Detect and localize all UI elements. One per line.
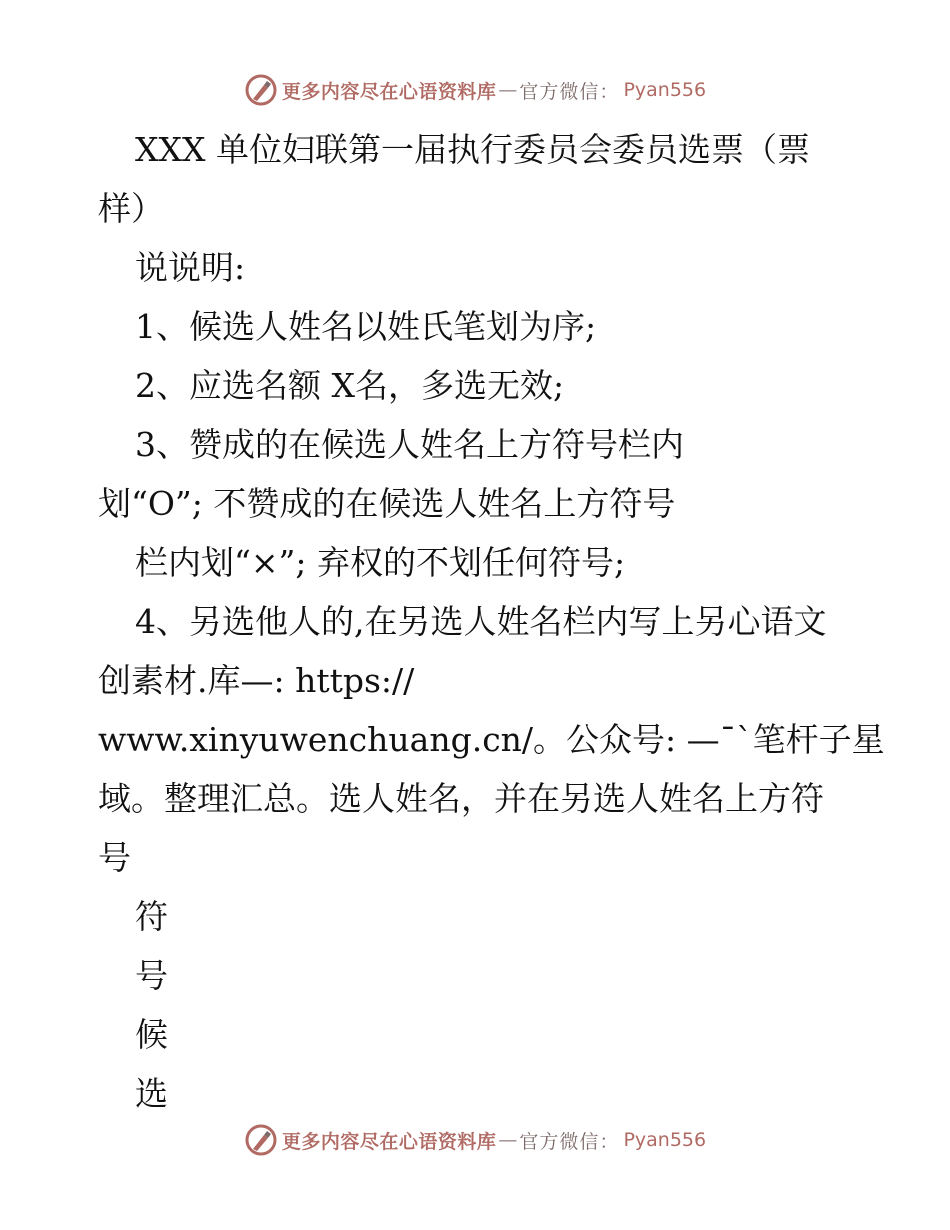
watermark-separator: — <box>498 79 518 101</box>
document-line: 栏内划“×”; 弃权的不划任何符号; <box>135 543 626 582</box>
document-line: 1、候选人姓名以姓氏笔划为序; <box>135 307 597 346</box>
watermark-separator: — <box>498 1129 518 1151</box>
watermark-banner-bottom <box>0 1120 950 1160</box>
document-body <box>98 120 885 1123</box>
document-line: XXX 单位妇联第一届执行委员会委员选票（票 <box>135 130 810 169</box>
watermark-official-label: 官方微信： <box>519 1130 620 1153</box>
watermark-official-label: 官方微信： <box>519 80 620 103</box>
watermark-wechat-id: Pyan556 <box>623 1129 707 1151</box>
document-line: 号 <box>98 838 131 877</box>
document-line: 2、应选名额 X名，多选无效; <box>135 366 565 405</box>
document-line: 域。整理汇总。选人姓名，并在另选人姓名上方符 <box>98 779 824 818</box>
document-line: 创素材.库—: https:// <box>98 661 415 700</box>
watermark-main-text: 更多内容尽在心语资料库 <box>281 80 497 103</box>
document-line: 符 <box>135 897 168 936</box>
document-line: 说说明: <box>135 248 246 287</box>
watermark-banner-top <box>0 70 950 110</box>
document-line: 号 <box>135 956 168 995</box>
document-line: 3、赞成的在候选人姓名上方符号栏内 <box>135 425 684 464</box>
document-line: 候 <box>135 1015 168 1054</box>
document-line: 样） <box>98 189 164 228</box>
document-line: 4、另选他人的,在另选人姓名栏内写上另心语文 <box>135 602 827 641</box>
document-line: 划“O”; 不赞成的在候选人姓名上方符号 <box>98 484 676 523</box>
document-line: www.xinyuwenchuang.cn/。公众号: —¯`笔杆子星 <box>98 720 885 759</box>
pen-logo-icon <box>244 73 278 107</box>
watermark-wechat-id: Pyan556 <box>623 79 707 101</box>
document-line: 选 <box>135 1074 168 1113</box>
watermark-main-text: 更多内容尽在心语资料库 <box>281 1130 497 1153</box>
pen-logo-icon <box>244 1123 278 1157</box>
